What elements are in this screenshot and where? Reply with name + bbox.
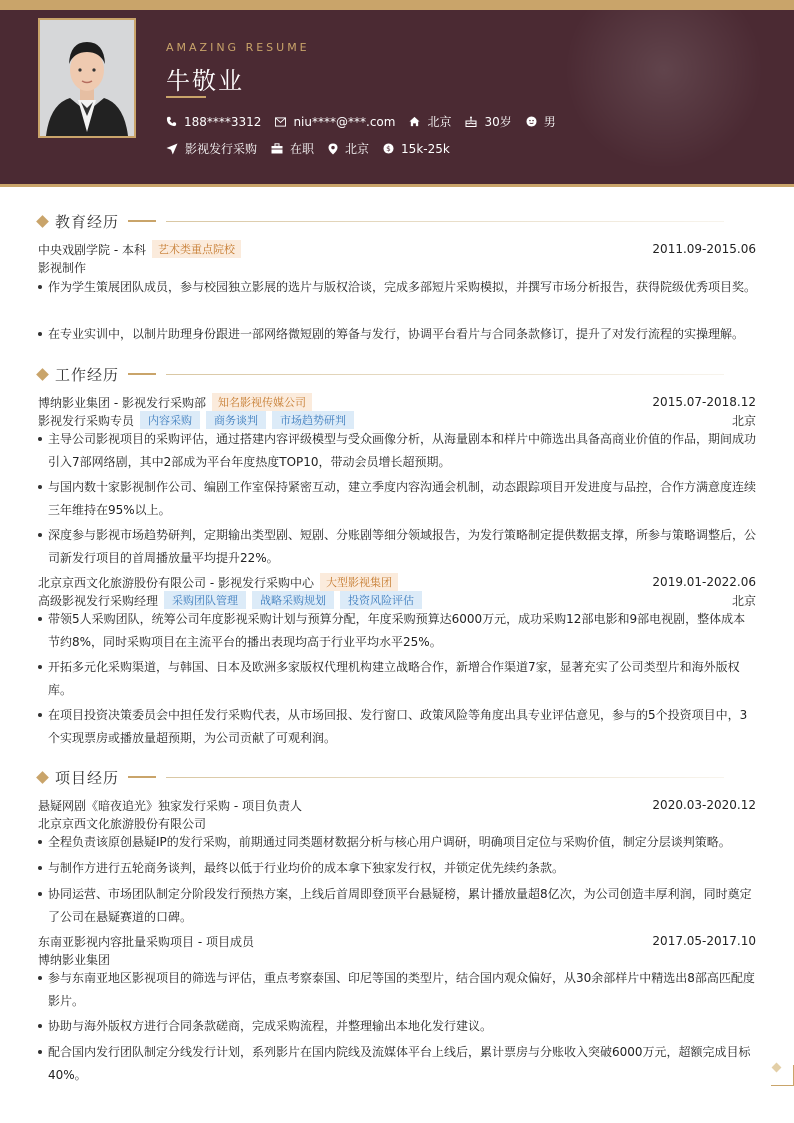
project-date: 2020.03-2020.12 [652,798,756,812]
work-role-row [38,411,756,429]
status-item [271,140,314,157]
list-item: 主导公司影视项目的采购评估，通过搭建内容评级模型与受众画像分析，从海量剧本和样片中筛选出具备高商业价值的作品，期间成功引入7部网络剧，其中2部成为平台年度热度TOP10，带动会员增长超预期。 [38,428,756,474]
section-accent [128,220,156,222]
school-tag: 艺术类重点院校 [152,240,241,258]
home-icon [409,116,420,127]
school-name: 中央戏剧学院 - 本科 [38,242,146,257]
money-icon [383,143,394,154]
phone-item [166,115,261,129]
briefcase-icon [271,143,283,154]
section-divider [166,777,724,778]
status-text: 在职 [290,142,315,156]
project-entry-header [38,796,756,814]
list-item: 在专业实训中，以制片助理身份跟进一部网络微短剧的筹备与发行，协调平台看片与合同条款修订，提升了对发行流程的实操理解。 [38,323,756,346]
project-org: 博纳影业集团 [38,952,111,967]
education-major-row [38,258,756,276]
company-name: 北京京西文化旅游股份有限公司 - 影视发行采购中心 [38,575,314,590]
section-title: 项目经历 [55,768,120,787]
list-item: 协助与海外版权方进行合同条款磋商，完成采购流程，并整理输出本地化发行建议。 [38,1015,756,1038]
list-item: 协同运营、市场团队制定分阶段发行预热方案，上线后首周即登顶平台悬疑榜，累计播放量超8亿次，为公司创造丰厚利润，同时奠定了公司在悬疑赛道的口碑。 [38,883,756,929]
work-entry-header [38,573,756,591]
list-item: 配合国内发行团队制定分线发行计划，系列影片在国内院线及流媒体平台上线后，累计票房与分账收入突破6000万元，超额完成目标40%。 [38,1041,756,1087]
corner-decoration [771,1065,794,1086]
age-item [465,113,511,130]
top-accent-bar [0,0,794,10]
skill-tag: 战略采购规划 [252,591,334,609]
company-tag: 知名影视传媒公司 [212,393,312,411]
section-accent [128,776,156,778]
gender-text: 男 [543,115,556,129]
section-divider [166,374,724,375]
project-date: 2017.05-2017.10 [652,934,756,948]
work-date: 2019.01-2022.06 [652,575,756,589]
target-city-item [328,140,369,157]
project-title: 东南亚影视内容批量采购项目 - 项目成员 [38,934,254,949]
person-icon [526,116,537,127]
project-title: 悬疑网剧《暗夜追光》独家发行采购 - 项目负责人 [38,798,302,813]
project-org-row [38,814,756,832]
salary-item [383,142,450,156]
section-title: 教育经历 [55,212,120,231]
work-role-row [38,591,756,609]
section-accent [128,373,156,375]
intention-line [166,140,464,157]
list-item: 参与东南亚地区影视项目的筛选与评估，重点考察泰国、印尼等国的类型片，结合国内观众偏好，从30余部样片中精选出8部高匹配度影片。 [38,967,756,1013]
list-item: 与国内数十家影视制作公司、编剧工作室保持紧密互动，建立季度内容沟通会机制，动态跟踪项目开发进度与品控，合作方满意度连续三年维持在95%以上。 [38,476,756,522]
resume-header [0,10,794,184]
work-date: 2015.07-2018.12 [652,395,756,409]
work-city: 北京 [731,413,756,428]
salary-text: 15k-25k [401,141,450,156]
profile-photo [38,18,136,138]
location-pin-icon [328,143,338,155]
send-icon [166,143,178,155]
skill-tag: 市场趋势研判 [272,411,354,429]
header-bottom-bar [0,184,794,187]
major: 影视制作 [38,260,87,275]
name-underline [166,96,206,98]
job-role: 影视发行采购专员 [38,413,135,428]
list-item: 深度参与影视市场趋势研判，定期输出类型剧、短剧、分账剧等细分领域报告，为发行策略制定提供数据支撑，所参与策略调整后，公司新发行项目的首周播放量平均提升22%。 [38,524,756,570]
education-entry-header [38,240,756,258]
list-item: 与制作方进行五轮商务谈判，最终以低于行业均价的成本拿下独家发行权，并锁定优先续约条款。 [38,857,756,880]
project-entry-header [38,932,756,950]
job-role: 高级影视发行采购经理 [38,593,159,608]
cake-icon [465,116,477,127]
target-city-text: 北京 [345,142,370,156]
project-org: 北京京西文化旅游股份有限公司 [38,816,207,831]
section-header-project [34,767,724,787]
company-name: 博纳影业集团 - 影视发行采购部 [38,395,206,410]
age-text: 30岁 [484,115,512,129]
skill-tag: 商务谈判 [206,411,266,429]
skill-tag: 采购团队管理 [164,591,246,609]
svg-text:$: $ [386,144,391,154]
list-item: 带领5人采购团队，统筹公司年度影视采购计划与预算分配，年度采购预算达6000万元，成功采购12部电影和9部电视剧，整体成本节约8%，同时采购项目在主流平台的播出表现均高于行业平均水平25%。 [38,608,756,654]
work-city: 北京 [731,593,756,608]
education-date: 2011.09-2015.06 [652,242,756,256]
email-item [275,115,395,129]
diamond-icon [36,368,49,381]
diamond-icon [36,215,49,228]
gender-item [526,113,556,130]
diamond-icon [36,771,49,784]
company-tag: 大型影视集团 [320,573,398,591]
city-item [409,113,451,130]
skill-tag: 投资风险评估 [340,591,422,609]
section-header-work [34,364,724,384]
section-header-education [34,211,724,231]
list-item: 全程负责该原创悬疑IP的发行采购，前期通过同类题材数据分析与核心用户调研，明确项目定位与采购价值，制定分层谈判策略。 [38,831,756,854]
list-item: 作为学生策展团队成员，参与校园独立影展的选片与版权洽谈，完成多部短片采购模拟，并撰写市场分析报告，获得院级优秀项目奖。 [38,276,756,299]
work-entry-header [38,393,756,411]
phone-icon [166,116,177,127]
phone-text: 188****3312 [184,114,262,129]
section-title: 工作经历 [55,365,120,384]
list-item: 在项目投资决策委员会中担任发行采购代表，从市场回报、发行窗口、政策风险等角度出具专业评估意见，参与的5个投资项目中，3个实现票房或播放量超预期，为公司贡献了可观利润。 [38,704,756,750]
email-text: niu****@***.com [293,114,396,129]
list-item: 开拓多元化采购渠道，与韩国、日本及欧洲多家版权代理机构建立战略合作，新增合作渠道7家，显著充实了公司类型片和海外版权库。 [38,656,756,702]
city-text: 北京 [427,115,452,129]
project-org-row [38,950,756,968]
contact-line [166,113,570,130]
target-job-item [166,140,257,157]
target-job-text: 影视发行采购 [185,142,258,156]
candidate-name: 牛敬业 [166,67,244,95]
skill-tag: 内容采购 [140,411,200,429]
mail-icon [275,117,286,127]
section-divider [166,221,724,222]
resume-eyebrow: AMAZING RESUME [166,41,310,54]
